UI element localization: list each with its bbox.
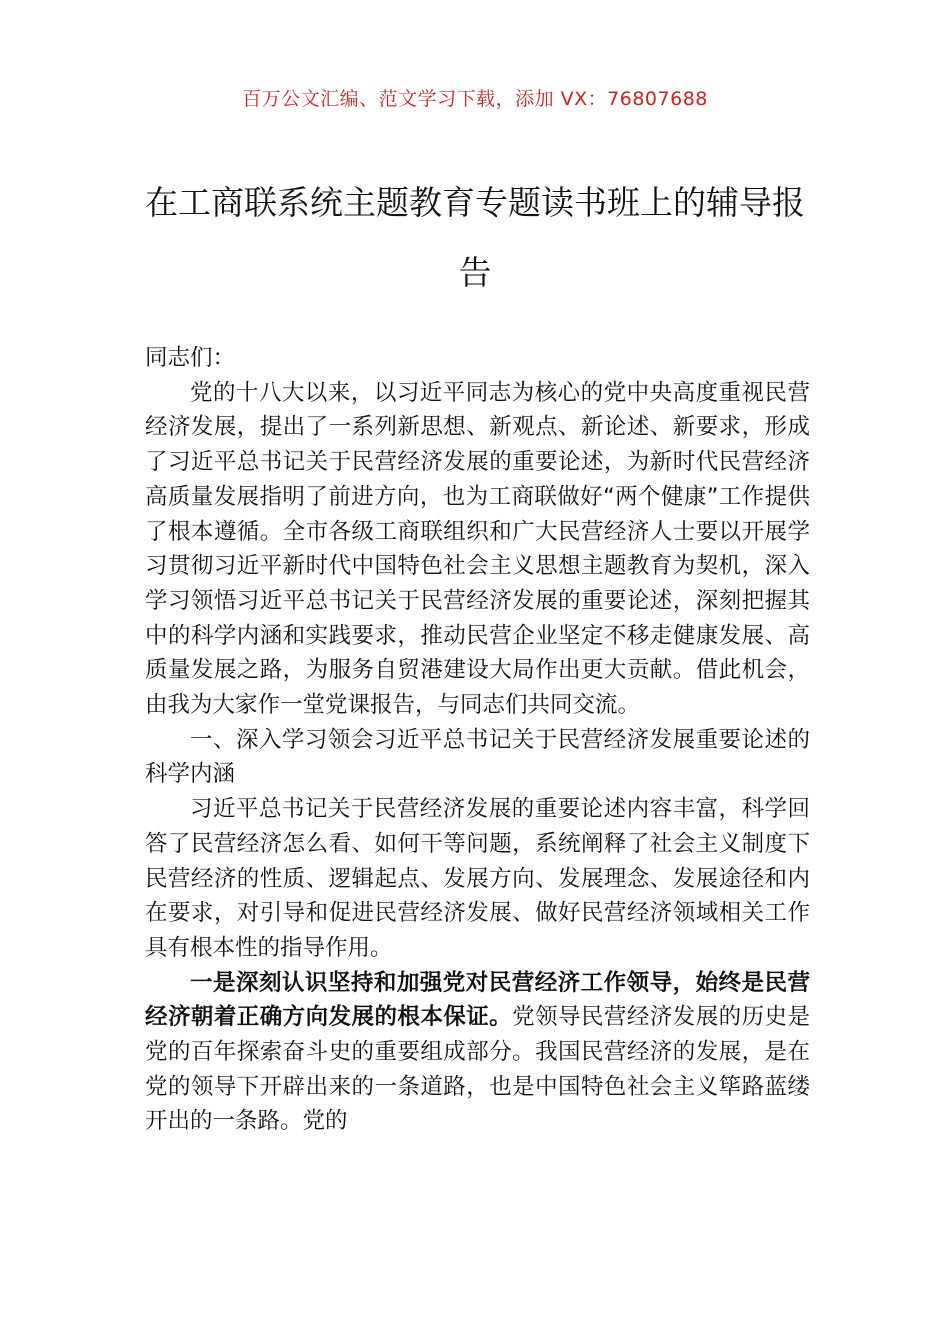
document-body xyxy=(145,341,810,1139)
point-1-paragraph xyxy=(145,966,810,1140)
point-1-body-text: 党领导民营经济发展的历史是党的百年探索奋斗史的重要组成部分。我国民营经济的发展，是在党的领导下开辟出来的一条道路，也是中国特色社会主义筚路蓝缕开出的一条路。党的 xyxy=(145,1004,810,1135)
salutation: 同志们： xyxy=(145,345,236,371)
intro-paragraph: 党的十八大以来，以习近平同志为核心的党中央高度重视民营经济发展，提出了一系列新思想、新观点、新论述、新要求，形成了习近平总书记关于民营经济发展的重要论述，为新时代民营经济高质量发展指明了前进方向，也为工商联做好“两个健康”工作提供了根本遵循。全市各级工商联组织和广大民营经济人士要以开展学习贯彻习近平新时代中国特色社会主义思想主题教育为契机，深入学习领悟习近平总书记关于民营经济发展的重要论述，深刻把握其中的科学内涵和实践要求，推动民营企业坚定不移走健康发展、高质量发展之路，为服务自贸港建设大局作出更大贡献。借此机会，由我为大家作一堂党课报告，与同志们共同交流。 xyxy=(145,379,810,719)
section-1-paragraph: 习近平总书记关于民营经济发展的重要论述内容丰富，科学回答了民营经济怎么看、如何干等问题，系统阐释了社会主义制度下民营经济的性质、逻辑起点、发展方向、发展理念、发展途径和内在要求，对引导和促进民营经济发展、做好民营经济领域相关工作具有根本性的指导作用。 xyxy=(145,796,810,961)
section-1-heading: 一、深入学习领会习近平总书记关于民营经济发展重要论述的科学内涵 xyxy=(145,726,810,788)
header-watermark-note: 百万公文汇编、范文学习下载，添加 VX：76807688 xyxy=(242,88,708,110)
document-title: 在工商联系统主题教育专题读书班上的辅导报告 xyxy=(145,183,805,292)
point-1-bold-lead: 一是深刻认识坚持和加强党对民营经济工作领导，始终是民营经济朝着正确方向发展的根本保证。 xyxy=(145,969,810,1031)
